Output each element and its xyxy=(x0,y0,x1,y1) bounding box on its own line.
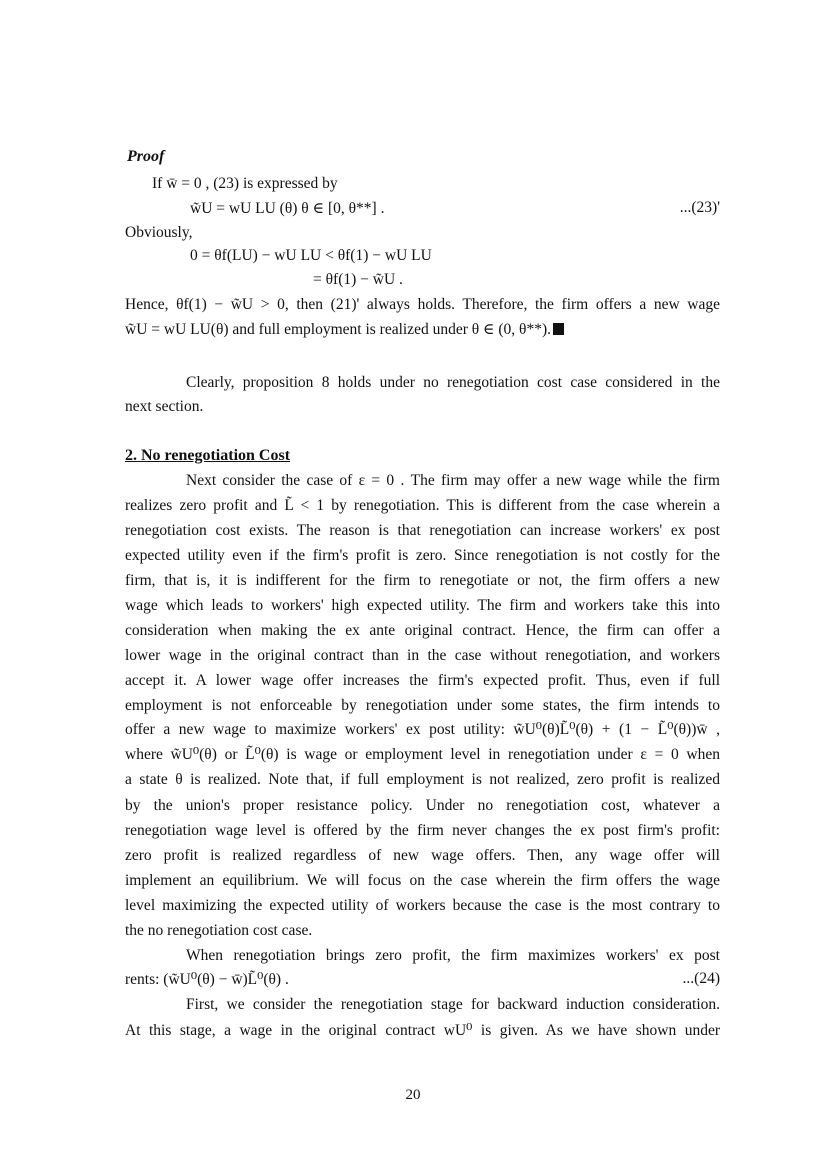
inequality-line-2: = θf(1) − w̃U . xyxy=(313,271,403,288)
inequality-line-1: 0 = θf(LU) − wU LU < θf(1) − wU LU xyxy=(190,247,432,264)
body-line-17: implement an equilibrium. We will focus on the case wherein the firm offers the wage xyxy=(125,872,720,889)
body-line-2: realizes zero profit and L̃ < 1 by renegotiation. This is different from the case wherein a xyxy=(125,497,720,514)
proof-title: Proof xyxy=(127,148,165,165)
body-line-8: lower wage in the original contract than in the case without renegotiation, and workers xyxy=(125,647,720,664)
clearly-line-2: next section. xyxy=(125,398,204,415)
para3-line-1: First, we consider the renegotiation stage for backward induction consideration. xyxy=(186,996,720,1013)
equation-23-prime: w̃U = wU LU (θ) θ ∈ [0, θ**] . xyxy=(190,200,385,217)
body-line-4: expected utility even if the firm's profit is zero. Since renegotiation is not costly for the xyxy=(125,547,720,564)
body-line-15: renegotiation wage level is offered by the firm never changes the ex post firm's profit: xyxy=(125,822,720,839)
body-line-13: a state θ is realized. Note that, if full employment is not realized, zero profit is realized xyxy=(125,771,720,788)
para2-line-2: rents: (w̃U⁰(θ) − w̄)L̃⁰(θ) . xyxy=(125,971,289,988)
equation-23-prime-number: ...(23)' xyxy=(679,199,720,216)
body-line-12: where w̃U⁰(θ) or L̃⁰(θ) is wage or employment level in renegotiation under ε = 0 when xyxy=(125,746,720,763)
body-line-14: by the union's proper resistance policy. Under no renegotiation cost, whatever a xyxy=(125,797,720,814)
para2-line-1: When renegotiation brings zero profit, the firm maximizes workers' ex post xyxy=(186,947,720,964)
body-line-6: wage which leads to workers' high expected utility. The firm and workers take this into xyxy=(125,597,720,614)
body-line-16: zero profit is realized regardless of new wage offers. Then, any wage offer will xyxy=(125,847,720,864)
hence-line-2: w̃U = wU LU(θ) and full employment is realized under θ ∈ (0, θ**). xyxy=(125,320,564,339)
qed-square-icon xyxy=(553,323,564,335)
body-line-11: offer a new wage to maximize workers' ex post utility: w̃U⁰(θ)L̃⁰(θ) + (1 − L̃⁰(θ))w̄ , xyxy=(125,721,720,738)
body-line-7: consideration when making the ex ante original contract. Hence, the firm can offer a xyxy=(125,622,720,639)
hence-line-1: Hence, θf(1) − w̃U > 0, then (21)' always holds. Therefore, the firm offers a new wage xyxy=(125,296,720,313)
obviously-text: Obviously, xyxy=(125,224,193,241)
clearly-line-1: Clearly, proposition 8 holds under no renegotiation cost case considered in the xyxy=(186,374,720,391)
body-line-18: level maximizing the expected utility of workers because the case is the most contrary to xyxy=(125,897,720,914)
body-line-10: employment is not enforceable by renegotiation under some states, the firm intends to xyxy=(125,697,720,714)
proof-if-line: If w̄ = 0 , (23) is expressed by xyxy=(152,175,338,192)
para3-line-2: At this stage, a wage in the original contract wU⁰ is given. As we have shown under xyxy=(125,1022,720,1039)
equation-24-number: ...(24) xyxy=(682,970,720,987)
body-line-3: renegotiation cost exists. The reason is that renegotiation can increase workers' ex post xyxy=(125,522,720,539)
body-line-5: firm, that is, it is indifferent for the firm to renegotiate or not, the firm offers a new xyxy=(125,572,720,589)
page-number: 20 xyxy=(405,1087,421,1103)
body-line-19: the no renegotiation cost case. xyxy=(125,922,313,939)
section-heading: 2. No renegotiation Cost xyxy=(125,447,291,464)
body-line-1: Next consider the case of ε = 0 . The firm may offer a new wage while the firm xyxy=(186,472,720,489)
body-line-9: accept it. A lower wage offer increases the firm's expected profit. Thus, even if full xyxy=(125,672,720,689)
